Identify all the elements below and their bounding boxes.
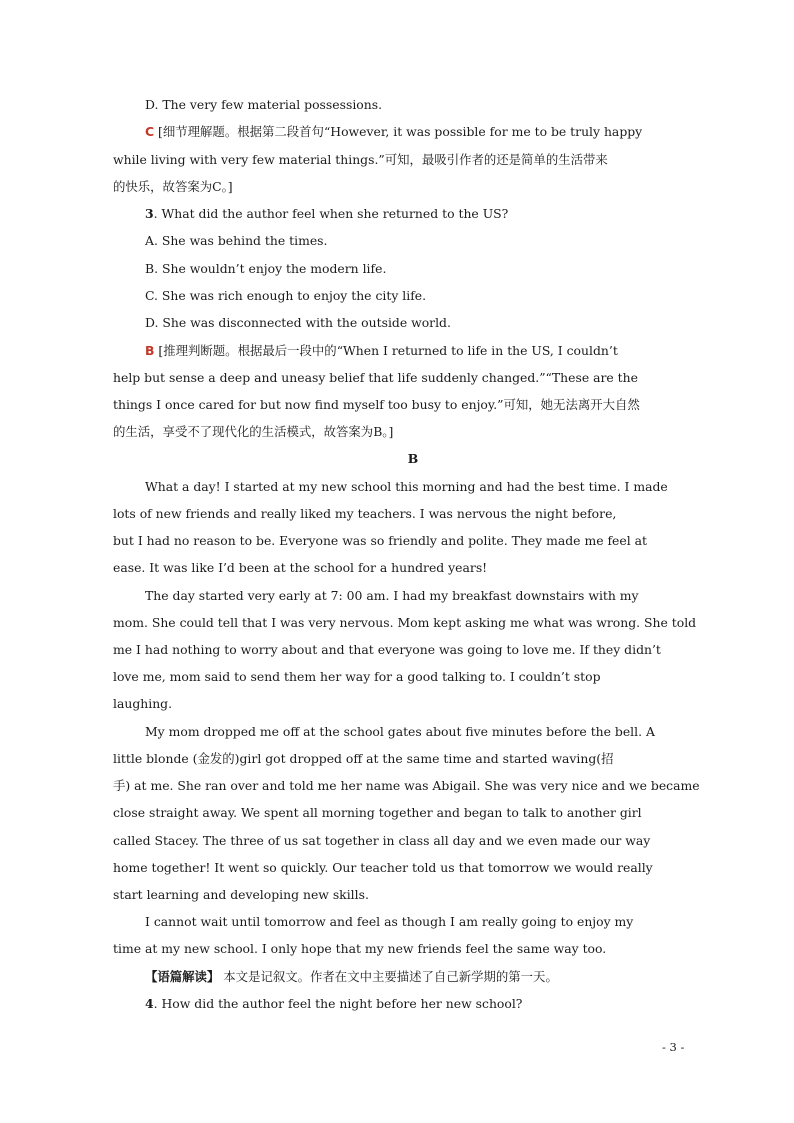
passage-line: called Stacey. The three of us sat together in class all day and we even made our way	[113, 833, 651, 848]
option-b-q3: B. She wouldn’t enjoy the modern life.	[145, 261, 387, 276]
passage-line: but I had no reason to be. Everyone was so friendly and polite. They made me feel at	[113, 533, 647, 548]
question-text: . How did the author feel the night before her new school?	[153, 996, 523, 1011]
option-d-q2: D. The very few material possessions.	[145, 97, 383, 112]
section-heading: B	[407, 451, 419, 466]
passage-line: The day started very early at 7: 00 am. I had my breakfast downstairs with my	[145, 588, 639, 603]
explanation-line: 的快乐，故答案为C。]	[113, 179, 233, 194]
answer-explanation-q3	[145, 341, 735, 361]
passage-line: close straight away. We spent all morning together and began to talk to another girl	[113, 805, 642, 820]
explanation-line: help but sense a deep and uneasy belief that life suddenly changed.”“These are the	[113, 370, 638, 385]
passage-line: ease. It was like I’d been at the school for a hundred years!	[113, 560, 488, 575]
passage-line: I cannot wait until tomorrow and feel as though I am really going to enjoy my	[145, 914, 634, 929]
passage-line: 手) at me. She ran over and told me her name was Abigail. She was very nice and we became	[113, 778, 700, 793]
passage-line: love me, mom said to send them her way for a good talking to. I couldn’t stop	[113, 669, 601, 684]
answer-explanation-q2	[145, 122, 735, 142]
option-a-q3: A. She was behind the times.	[145, 233, 328, 248]
passage-line: me I had nothing to worry about and that everyone was going to love me. If they didn’t	[113, 642, 661, 657]
explanation-text: [细节理解题。根据第二段首句“However, it was possible for me to be truly happy	[154, 124, 643, 139]
explanation-line: 的生活，享受不了现代化的生活模式，故答案为B。]	[113, 424, 394, 439]
option-c-q3: C. She was rich enough to enjoy the city life.	[145, 288, 427, 303]
passage-line: home together! It went so quickly. Our teacher told us that tomorrow we would really	[113, 860, 653, 875]
question-number: 4	[145, 996, 154, 1011]
explanation-line: while living with very few material things.”可知，最吸引作者的还是简单的生活带来	[113, 152, 608, 167]
question-text: . What did the author feel when she returned to the US?	[153, 206, 509, 221]
passage-line: laughing.	[113, 696, 173, 711]
option-d-q3: D. She was disconnected with the outside world.	[145, 315, 451, 330]
question-number: 3	[145, 206, 154, 221]
passage-line: start learning and developing new skills.	[113, 887, 369, 902]
passage-line: little blonde (金发的)girl got dropped off at the same time and started waving(招	[113, 751, 614, 766]
passage-line: time at my new school. I only hope that my new friends feel the same way too.	[113, 941, 607, 956]
explanation-text: [推理判断题。根据最后一段中的“When I returned to life in the US, I couldn’t	[154, 343, 618, 358]
page-number: - 3 -	[662, 1040, 685, 1054]
passage-analysis	[145, 967, 735, 987]
explanation-line: things I once cared for but now find myself too busy to enjoy.”可知，她无法离开大自然	[113, 397, 640, 412]
passage-line: lots of new friends and really liked my teachers. I was nervous the night before,	[113, 506, 617, 521]
answer-letter: B	[145, 343, 155, 358]
passage-line: mom. She could tell that I was very nervous. Mom kept asking me what was wrong. She told	[113, 615, 697, 630]
answer-letter: C	[145, 124, 155, 139]
passage-line: My mom dropped me off at the school gates about five minutes before the bell. A	[145, 724, 655, 739]
question-3	[145, 204, 735, 224]
analysis-label: 【语篇解读】	[145, 969, 220, 984]
passage-line: What a day! I started at my new school this morning and had the best time. I made	[145, 479, 668, 494]
analysis-text: 本文是记叙文。作者在文中主要描述了自己新学期的第一天。	[219, 969, 558, 984]
question-4	[145, 994, 735, 1014]
